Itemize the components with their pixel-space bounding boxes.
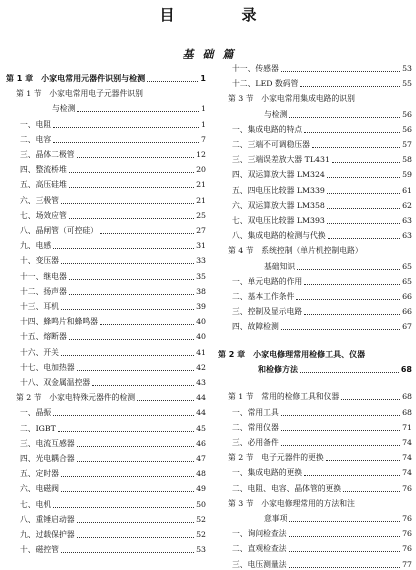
toc-entry: [218, 499, 412, 509]
toc-entry: [218, 322, 412, 332]
leader-dots: [332, 162, 400, 163]
leader-dots: [289, 521, 400, 522]
toc-entry: [6, 393, 206, 403]
toc-entry-title: 一、电阻: [20, 119, 52, 129]
toc-entry-page: 66: [402, 292, 412, 301]
toc-entry: [218, 262, 412, 272]
toc-entry-page: 67: [402, 322, 412, 332]
toc-entry: [6, 256, 206, 266]
toc-entry-title: 与检测: [264, 109, 288, 119]
toc-entry-title: 四、光电耦合器: [20, 454, 75, 463]
leader-dots: [100, 233, 194, 234]
leader-dots: [69, 172, 194, 173]
leader-dots: [69, 218, 194, 219]
toc-entry-page: 76: [402, 529, 412, 539]
toc-entry-page: 76: [402, 513, 412, 523]
leader-dots: [326, 460, 400, 461]
toc-entry: [6, 135, 206, 145]
toc-entry-page: 50: [196, 499, 206, 509]
leader-dots: [69, 187, 194, 188]
toc-entry-page: 74: [402, 468, 412, 478]
toc-entry: [6, 211, 206, 221]
toc-entry: [218, 94, 412, 104]
toc-entry: [6, 150, 206, 160]
leader-dots: [53, 248, 194, 249]
toc-entry-title: 五、四电压比较器 LM339: [232, 185, 325, 195]
toc-entry-title: 三、晶体二极管: [20, 150, 75, 159]
leader-dots: [300, 372, 399, 373]
toc-entry: [218, 277, 412, 287]
leader-dots: [69, 279, 194, 280]
leader-dots: [343, 491, 400, 492]
toc-entry-page: 66: [402, 307, 412, 317]
leader-dots: [289, 551, 401, 552]
toc-entry: [6, 332, 206, 342]
leader-dots: [289, 567, 401, 568]
toc-entry-page: 43: [196, 378, 206, 387]
toc-entry-page: 76: [402, 544, 412, 554]
toc-entry-title: 八、晶闸管（可控硅）: [20, 226, 98, 235]
toc-entry-title: 意事项: [264, 513, 288, 523]
toc-entry-title: 四、整流桥堆: [20, 165, 67, 175]
toc-entry-page: 46: [196, 438, 206, 448]
leader-dots: [304, 475, 400, 476]
toc-entry-title: 二、三端不可调稳压器: [232, 140, 310, 149]
toc-entry-title: 与检测: [52, 104, 76, 114]
toc-entry-title: 九、过载保护器: [20, 530, 75, 539]
leader-dots: [281, 415, 400, 416]
toc-entry-title: 四、故障检测: [232, 322, 279, 332]
toc-entry-page: 59: [402, 170, 412, 180]
leader-dots: [53, 127, 199, 128]
toc-entry: [6, 424, 206, 434]
toc-entry: [6, 89, 206, 99]
toc-entry-page: 65: [402, 261, 412, 271]
toc-entry: [6, 302, 206, 312]
toc-entry-title: 十三、耳机: [20, 302, 59, 311]
toc-entry-title: 三、电流互感器: [20, 438, 75, 448]
toc-entry-title: 第 4 节 系统控制（单片机控制电路）: [228, 246, 363, 256]
leader-dots: [92, 385, 194, 386]
toc-entry-page: 57: [402, 140, 412, 149]
toc-entry: [218, 514, 412, 524]
toc-entry-page: 40: [196, 317, 206, 327]
toc-entry-title: 四、双运算放大器 LM324: [232, 170, 325, 180]
leader-dots: [281, 71, 400, 72]
toc-entry-page: 7: [201, 134, 206, 144]
leader-dots: [77, 446, 195, 447]
toc-entry-page: 62: [402, 200, 412, 210]
toc-entry-page: 44: [196, 408, 206, 418]
toc-entry-page: 76: [402, 483, 412, 493]
toc-entry: [218, 453, 412, 463]
toc-entry: [218, 365, 412, 375]
toc-entry: [218, 201, 412, 211]
toc-entry-title: 第 2 章 小家电修理常用检修工具、仪器: [218, 349, 366, 359]
toc-entry-title: 六、三极管: [20, 195, 59, 205]
toc-entry: [6, 545, 206, 555]
toc-entry-title: 第 1 节 小家电常用电子元器件识别: [16, 89, 143, 99]
toc-entry-page: 68: [400, 364, 412, 374]
toc-entry-page: 63: [402, 231, 412, 241]
leader-dots: [300, 86, 400, 87]
toc-entry-title: 十七、电加热器: [20, 362, 75, 372]
toc-entry-page: 65: [402, 276, 412, 286]
toc-entry-page: 21: [196, 195, 206, 205]
toc-entry-page: 45: [196, 423, 206, 433]
toc-entry-page: 44: [196, 393, 206, 403]
toc-entry: [6, 439, 206, 449]
toc-entry-title: 二、电容: [20, 134, 52, 144]
leader-dots: [312, 147, 400, 148]
toc-entry: [218, 350, 412, 360]
toc-entry-title: 十五、熔断器: [20, 332, 67, 342]
toc-entry: [218, 216, 412, 226]
leader-dots: [328, 238, 401, 239]
toc-entry-title: 一、集成电路的特点: [232, 124, 303, 134]
toc-entry-title: 第 2 节 电子元器件的更换: [228, 453, 324, 463]
toc-entry: [6, 226, 206, 236]
leader-dots: [289, 536, 401, 537]
toc-entry-title: 二、电阻、电容、晶体管的更换: [232, 483, 342, 493]
leader-dots: [61, 263, 194, 264]
leader-dots: [77, 522, 195, 523]
toc-entry-title: 十六、开关: [20, 347, 59, 357]
toc-entry-title: 一、常用工具: [232, 407, 279, 417]
leader-dots: [58, 431, 194, 432]
leader-dots: [147, 81, 198, 82]
toc-entry: [218, 468, 412, 478]
toc-entry: [6, 469, 206, 479]
leader-dots: [53, 142, 199, 143]
toc-entry: [6, 348, 206, 358]
toc-entry-title: 十八、双金属温控器: [20, 378, 91, 387]
toc-entry-page: 55: [402, 79, 412, 89]
toc-entry: [6, 272, 206, 282]
toc-entry-page: 52: [196, 514, 206, 524]
leader-dots: [77, 537, 195, 538]
leader-dots: [53, 415, 194, 416]
leader-dots: [69, 294, 194, 295]
toc-entry-page: 33: [196, 256, 206, 266]
leader-dots: [77, 111, 199, 112]
leader-dots: [77, 370, 195, 371]
toc-entry-title: 十二、LED 数码管: [232, 79, 299, 89]
toc-entry-page: 48: [196, 469, 206, 479]
toc-entry: [218, 438, 412, 448]
toc-entry: [218, 79, 412, 89]
leader-dots: [61, 355, 194, 356]
leader-dots: [61, 552, 194, 553]
toc-entry-page: 56: [402, 124, 412, 134]
toc-entry-title: 六、电磁阀: [20, 484, 59, 494]
toc-entry: [6, 454, 206, 464]
toc-entry-title: 七、双电压比较器 LM393: [232, 216, 325, 225]
toc-entry: [218, 408, 412, 418]
toc-entry-title: 三、电压测量法: [232, 559, 287, 569]
toc-entry-page: 77: [402, 559, 412, 569]
toc-entry: [6, 408, 206, 418]
leader-dots: [281, 445, 400, 446]
toc-entry-title: 十一、继电器: [20, 271, 67, 281]
toc-entry-page: 20: [196, 165, 206, 175]
page-title: 目 录: [159, 6, 283, 24]
leader-dots: [341, 399, 400, 400]
toc-entry-page: 68: [402, 407, 412, 417]
toc-entry: [218, 246, 412, 256]
toc-entry: [218, 125, 412, 135]
toc-entry: [6, 500, 206, 510]
toc-entry-title: 十二、扬声器: [20, 286, 67, 296]
toc-entry-page: 71: [402, 422, 412, 432]
toc-entry: [218, 544, 412, 554]
leader-dots: [61, 203, 194, 204]
toc-entry: [6, 515, 206, 525]
toc-entry-title: 十、磁控管: [20, 545, 59, 555]
toc-entry-page: 53: [402, 64, 412, 73]
toc-entry-title: 七、场效应管: [20, 210, 67, 220]
toc-entry: [218, 484, 412, 494]
leader-dots: [61, 491, 194, 492]
toc-entry-title: 第 3 节 小家电常用集成电路的识别: [228, 94, 355, 104]
toc-entry: [218, 292, 412, 302]
toc-entry: [6, 241, 206, 251]
leader-dots: [304, 284, 400, 285]
toc-entry-page: 74: [402, 453, 412, 463]
leader-dots: [297, 269, 400, 270]
toc-entry: [6, 74, 206, 84]
toc-entry: [218, 186, 412, 196]
toc-entry-title: 三、控制及显示电路: [232, 307, 303, 317]
leader-dots: [304, 314, 400, 315]
toc-entry-page: 31: [196, 241, 206, 251]
leader-dots: [77, 461, 195, 462]
toc-entry: [6, 165, 206, 175]
toc-entry-title: 十四、蜂鸣片和蜂鸣器: [20, 317, 98, 327]
toc-entry-page: 52: [196, 530, 206, 539]
toc-entry: [6, 287, 206, 297]
toc-entry: [6, 317, 206, 327]
toc-entry: [6, 180, 206, 190]
toc-entry-title: 一、单元电路的作用: [232, 276, 303, 286]
toc-entry-title: 八、重锤启动器: [20, 514, 75, 524]
toc-entry-page: 74: [402, 437, 412, 447]
toc-entry: [6, 363, 206, 373]
toc-entry-title: 二、基本工作条件: [232, 292, 295, 301]
leader-dots: [327, 208, 400, 209]
toc-entry: [6, 378, 206, 388]
toc-entry: [218, 140, 412, 150]
toc-entry: [6, 484, 206, 494]
toc-entry: [218, 231, 412, 241]
toc-entry: [6, 120, 206, 130]
toc-entry-title: 十、变压器: [20, 256, 59, 266]
toc-entry-page: 68: [402, 392, 412, 402]
toc-entry: [218, 307, 412, 317]
toc-entry-title: 和检修方法: [258, 364, 298, 374]
leader-dots: [69, 339, 194, 340]
toc-entry: [218, 529, 412, 539]
toc-entry-title: 五、高压硅堆: [20, 180, 67, 190]
leader-dots: [304, 132, 400, 133]
toc-entry: [6, 530, 206, 540]
toc-entry: [218, 155, 412, 165]
toc-entry-page: 56: [402, 109, 412, 119]
toc-entry-title: 二、直观检查法: [232, 544, 287, 554]
toc-entry-page: 49: [196, 484, 206, 494]
toc-entry: [218, 560, 412, 570]
leader-dots: [53, 507, 194, 508]
toc-entry-title: 基础知识: [264, 261, 296, 271]
toc-entry-page: 39: [196, 302, 206, 311]
toc-entry-title: 三、三端误差放大器 TL431: [232, 155, 330, 165]
toc-entry-page: 40: [196, 332, 206, 342]
leader-dots: [327, 193, 400, 194]
toc-entry-title: 第 1 节 常用的检修工具和仪器: [228, 392, 340, 402]
toc-entry-title: 六、双运算放大器 LM358: [232, 200, 325, 210]
leader-dots: [289, 117, 400, 118]
toc-entry-page: 42: [196, 362, 206, 372]
toc-entry-page: 63: [402, 216, 412, 225]
leader-dots: [77, 157, 195, 158]
toc-entry-page: 21: [196, 180, 206, 190]
toc-entry-page: 41: [196, 347, 206, 357]
toc-entry-page: 47: [196, 454, 206, 463]
toc-entry-page: 53: [196, 545, 206, 555]
toc-entry: [218, 110, 412, 120]
toc-entry-title: 一、询问检查法: [232, 529, 287, 539]
toc-entry: [218, 392, 412, 402]
toc-entry: [6, 196, 206, 206]
toc-entry-page: 61: [402, 185, 412, 195]
leader-dots: [281, 430, 400, 431]
toc-entry-title: 第 3 节 小家电修理常用的方法和注: [228, 498, 355, 508]
toc-entry-title: 第 1 章 小家电常用元器件识别与检测: [6, 74, 146, 83]
toc-entry-page: 25: [196, 210, 206, 220]
toc-entry: [6, 104, 206, 114]
toc-entry-page: 1: [200, 74, 206, 83]
toc-entry-title: 二、IGBT: [20, 423, 56, 433]
leader-dots: [61, 476, 194, 477]
toc-entry-title: 二、常用仪器: [232, 422, 279, 432]
toc-entry: [218, 423, 412, 433]
leader-dots: [100, 324, 194, 325]
leader-dots: [327, 223, 400, 224]
toc-entry-title: 第 2 节 小家电特殊元器件的检测: [16, 393, 136, 403]
toc-entry-title: 十一、传感器: [232, 64, 279, 73]
toc-entry-page: 38: [196, 286, 206, 296]
section-heading: 基础篇: [182, 48, 243, 61]
toc-entry-title: 三、必用备件: [232, 437, 279, 447]
toc-entry-title: 五、定时器: [20, 469, 59, 479]
toc-entry-title: 一、晶振: [20, 408, 52, 418]
toc-entry-title: 一、集成电路的更换: [232, 468, 303, 478]
toc-entry: [218, 170, 412, 180]
toc-entry: [218, 64, 412, 74]
toc-entry-page: 12: [196, 150, 206, 159]
toc-entry-page: 1: [201, 119, 206, 129]
toc-entry-title: 八、集成电路的检测与代换: [232, 231, 326, 241]
toc-entry-title: 九、电感: [20, 241, 52, 251]
leader-dots: [61, 309, 194, 310]
toc-entry-title: 七、电机: [20, 499, 52, 509]
leader-dots: [137, 400, 194, 401]
toc-entry-page: 1: [201, 104, 206, 114]
leader-dots: [281, 329, 400, 330]
toc-entry-page: 35: [196, 271, 206, 281]
toc-entry-page: 58: [402, 155, 412, 165]
toc-entry-page: 27: [196, 226, 206, 235]
leader-dots: [296, 299, 400, 300]
leader-dots: [327, 177, 400, 178]
